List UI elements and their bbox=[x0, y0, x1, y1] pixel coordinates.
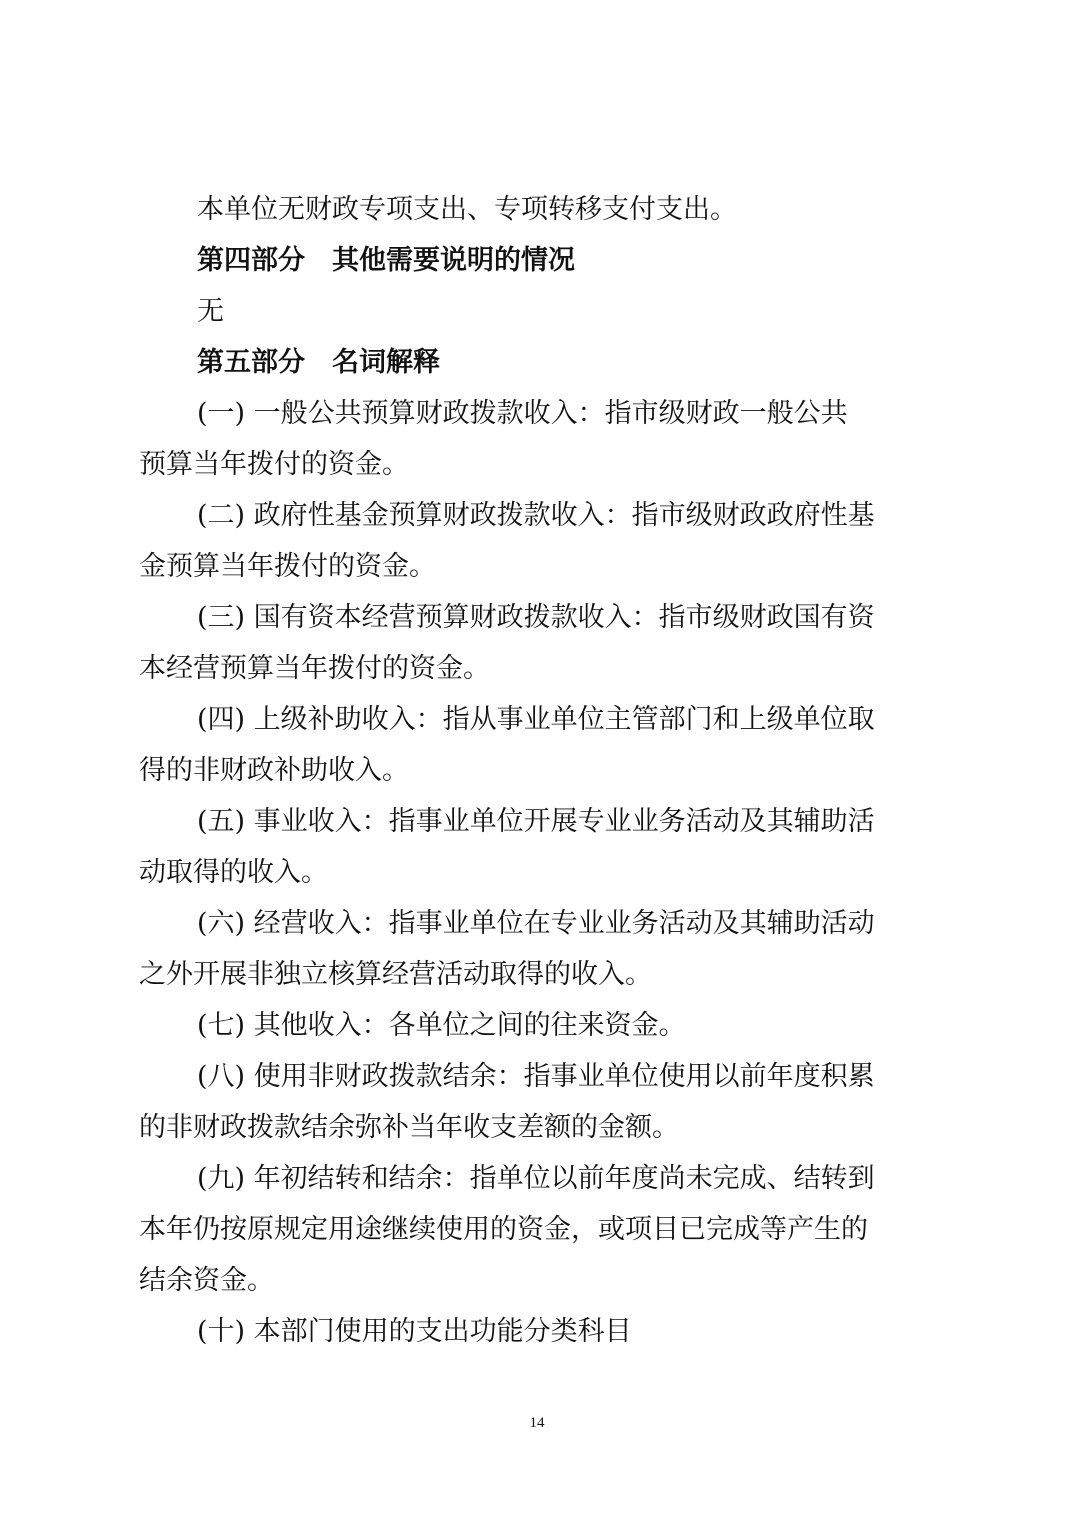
definition-item: (六) 经营收入：指事业单位在专业业务活动及其辅助活动 bbox=[197, 908, 875, 939]
definition-continuation: 预算当年拨付的资金。 bbox=[139, 449, 409, 480]
definition-item: (三) 国有资本经营预算财政拨款收入：指市级财政国有资 bbox=[197, 602, 875, 633]
definition-continuation: 的非财政拨款结余弥补当年收支差额的金额。 bbox=[139, 1112, 679, 1143]
definition-continuation: 之外开展非独立核算经营活动取得的收入。 bbox=[139, 959, 652, 990]
section-heading: 第五部分 名词解释 bbox=[197, 347, 440, 378]
definition-item: (一) 一般公共预算财政拨款收入：指市级财政一般公共 bbox=[197, 398, 848, 429]
paragraph-line: 无 bbox=[197, 296, 224, 327]
definition-item: (九) 年初结转和结余：指单位以前年度尚未完成、结转到 bbox=[197, 1163, 875, 1194]
definition-continuation: 本经营预算当年拨付的资金。 bbox=[139, 653, 490, 684]
definition-continuation: 金预算当年拨付的资金。 bbox=[139, 551, 436, 582]
definition-item: (二) 政府性基金预算财政拨款收入：指市级财政政府性基 bbox=[197, 500, 875, 531]
definition-continuation: 动取得的收入。 bbox=[139, 857, 328, 888]
definition-item: (八) 使用非财政拨款结余：指事业单位使用以前年度积累 bbox=[197, 1061, 875, 1092]
paragraph-line: 本单位无财政专项支出、专项转移支付支出。 bbox=[197, 194, 737, 225]
section-heading: 第四部分 其他需要说明的情况 bbox=[197, 245, 575, 276]
page-number: 14 bbox=[529, 1415, 545, 1431]
definition-item: (四) 上级补助收入：指从事业单位主管部门和上级单位取 bbox=[197, 704, 875, 735]
definition-continuation: 结余资金。 bbox=[139, 1265, 274, 1296]
definition-item: (十) 本部门使用的支出功能分类科目 bbox=[197, 1316, 632, 1347]
definition-continuation: 得的非财政补助收入。 bbox=[139, 755, 409, 786]
definition-continuation: 本年仍按原规定用途继续使用的资金，或项目已完成等产生的 bbox=[139, 1214, 868, 1245]
definition-item: (五) 事业收入：指事业单位开展专业业务活动及其辅助活 bbox=[197, 806, 875, 837]
definition-item: (七) 其他收入：各单位之间的往来资金。 bbox=[197, 1010, 686, 1041]
